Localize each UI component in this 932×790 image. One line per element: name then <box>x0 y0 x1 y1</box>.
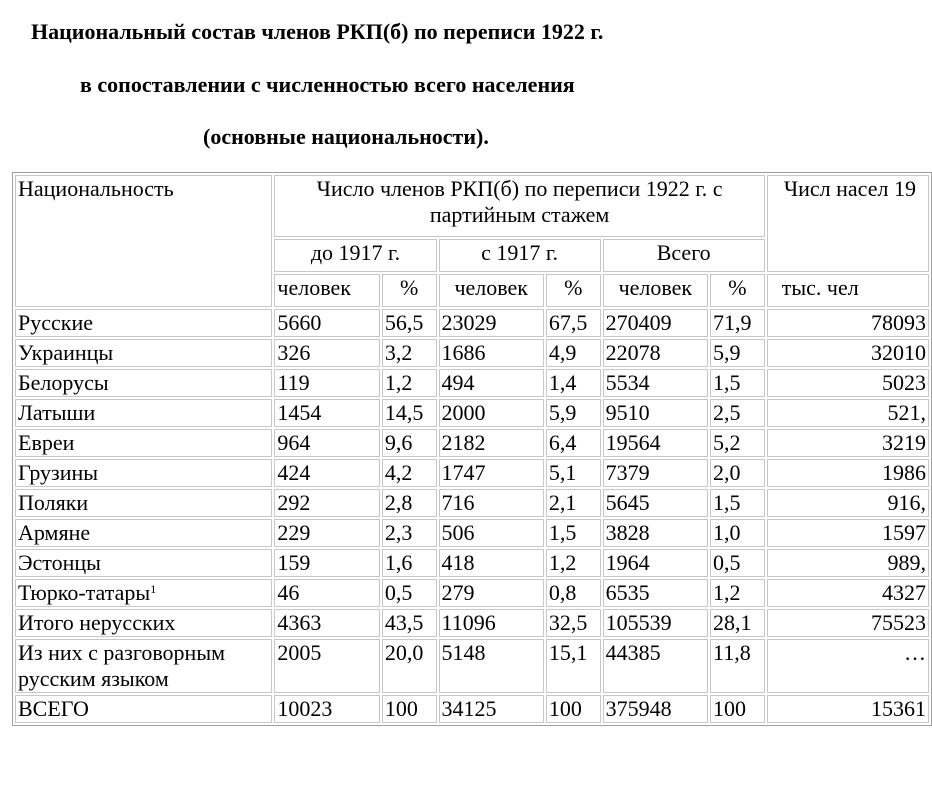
nationality-cell <box>15 549 272 577</box>
percent-cell: 4,9 <box>546 339 601 367</box>
count-cell: 1747 <box>439 459 544 487</box>
table-row <box>15 549 929 577</box>
nationality-name: Итого нерусских <box>18 610 176 635</box>
count-cell: 2005 <box>274 639 379 693</box>
table-row <box>15 459 929 487</box>
count-cell: 326 <box>274 339 379 367</box>
nationality-cell <box>15 639 272 693</box>
percent-cell: 2,8 <box>382 489 437 517</box>
count-cell: 4363 <box>274 609 379 637</box>
nationality-cell <box>15 339 272 367</box>
header-population-group: Числ насел 19 <box>767 175 929 272</box>
count-cell: 46 <box>274 579 379 607</box>
header-percent: % <box>710 274 765 307</box>
population-cell: 5023 <box>767 369 929 397</box>
count-cell: 424 <box>274 459 379 487</box>
count-cell: 119 <box>274 369 379 397</box>
count-cell: 34125 <box>439 695 544 723</box>
population-cell: 15361 <box>767 695 929 723</box>
percent-cell: 2,3 <box>382 519 437 547</box>
header-people: человек <box>603 274 708 307</box>
population-cell: 78093 <box>767 309 929 337</box>
population-cell: 1986 <box>767 459 929 487</box>
percent-cell: 20,0 <box>382 639 437 693</box>
nationality-cell <box>15 695 272 723</box>
count-cell: 494 <box>439 369 544 397</box>
table-row <box>15 369 929 397</box>
percent-cell: 4,2 <box>382 459 437 487</box>
nationality-cell <box>15 519 272 547</box>
percent-cell: 1,2 <box>710 579 765 607</box>
table-row <box>15 519 929 547</box>
count-cell: 375948 <box>603 695 708 723</box>
count-cell: 1454 <box>274 399 379 427</box>
percent-cell: 1,5 <box>710 369 765 397</box>
page-subtitle-note: (основные национальности). <box>203 124 489 149</box>
percent-cell: 2,5 <box>710 399 765 427</box>
table-row <box>15 309 929 337</box>
population-cell: 989, <box>767 549 929 577</box>
count-cell: 22078 <box>603 339 708 367</box>
count-cell: 506 <box>439 519 544 547</box>
header-total: Всего <box>603 239 765 272</box>
percent-cell: 56,5 <box>382 309 437 337</box>
header-percent: % <box>382 274 437 307</box>
percent-cell: 1,6 <box>382 549 437 577</box>
count-cell: 9510 <box>603 399 708 427</box>
nationality-name: Армяне <box>18 520 91 545</box>
percent-cell: 71,9 <box>710 309 765 337</box>
nationality-table <box>12 172 932 726</box>
population-cell: … <box>767 639 929 693</box>
nationality-name: Украинцы <box>18 340 114 365</box>
count-cell: 2000 <box>439 399 544 427</box>
nationality-name: Поляки <box>18 490 89 515</box>
nationality-name: ВСЕГО <box>18 696 89 721</box>
count-cell: 159 <box>274 549 379 577</box>
percent-cell: 1,5 <box>546 519 601 547</box>
nationality-name: Эстонцы <box>18 550 101 575</box>
percent-cell: 5,9 <box>710 339 765 367</box>
nationality-name: Из них с разговорным русским языком <box>18 640 226 691</box>
population-cell: 916, <box>767 489 929 517</box>
nationality-cell <box>15 489 272 517</box>
table-row <box>15 695 929 723</box>
percent-cell: 28,1 <box>710 609 765 637</box>
table-row <box>15 489 929 517</box>
count-cell: 44385 <box>603 639 708 693</box>
population-cell: 521, <box>767 399 929 427</box>
count-cell: 418 <box>439 549 544 577</box>
table-viewport <box>12 172 926 790</box>
percent-cell: 2,0 <box>710 459 765 487</box>
percent-cell: 3,2 <box>382 339 437 367</box>
header-thousand-people: тыс. чел <box>767 274 929 307</box>
page-title: Национальный состав членов РКП(б) по переписи 1922 г. <box>31 19 604 44</box>
count-cell: 11096 <box>439 609 544 637</box>
header-since-1917: с 1917 г. <box>439 239 601 272</box>
count-cell: 1686 <box>439 339 544 367</box>
percent-cell: 5,9 <box>546 399 601 427</box>
nationality-cell <box>15 309 272 337</box>
percent-cell: 43,5 <box>382 609 437 637</box>
percent-cell: 0,5 <box>710 549 765 577</box>
count-cell: 5534 <box>603 369 708 397</box>
count-cell: 3828 <box>603 519 708 547</box>
count-cell: 716 <box>439 489 544 517</box>
count-cell: 5148 <box>439 639 544 693</box>
nationality-cell <box>15 429 272 457</box>
table-row <box>15 609 929 637</box>
header-people: человек <box>439 274 544 307</box>
population-cell: 1597 <box>767 519 929 547</box>
percent-cell: 0,5 <box>382 579 437 607</box>
count-cell: 292 <box>274 489 379 517</box>
count-cell: 279 <box>439 579 544 607</box>
count-cell: 229 <box>274 519 379 547</box>
percent-cell: 9,6 <box>382 429 437 457</box>
nationality-cell <box>15 459 272 487</box>
count-cell: 270409 <box>603 309 708 337</box>
percent-cell: 100 <box>710 695 765 723</box>
table-row <box>15 339 929 367</box>
population-cell: 4327 <box>767 579 929 607</box>
nationality-name: Грузины <box>18 460 99 485</box>
count-cell: 964 <box>274 429 379 457</box>
header-percent: % <box>546 274 601 307</box>
percent-cell: 15,1 <box>546 639 601 693</box>
footnote-marker: 1 <box>150 582 157 596</box>
percent-cell: 1,2 <box>546 549 601 577</box>
count-cell: 10023 <box>274 695 379 723</box>
percent-cell: 1,4 <box>546 369 601 397</box>
count-cell: 105539 <box>603 609 708 637</box>
count-cell: 23029 <box>439 309 544 337</box>
percent-cell: 1,2 <box>382 369 437 397</box>
percent-cell: 100 <box>382 695 437 723</box>
percent-cell: 5,1 <box>546 459 601 487</box>
header-before-1917: до 1917 г. <box>274 239 436 272</box>
population-cell: 75523 <box>767 609 929 637</box>
percent-cell: 14,5 <box>382 399 437 427</box>
nationality-cell <box>15 369 272 397</box>
nationality-cell <box>15 609 272 637</box>
header-row-1 <box>15 175 929 237</box>
percent-cell: 2,1 <box>546 489 601 517</box>
header-nationality: Национальность <box>15 175 272 307</box>
count-cell: 5660 <box>274 309 379 337</box>
table-row <box>15 399 929 427</box>
population-cell: 3219 <box>767 429 929 457</box>
nationality-name: Латыши <box>18 400 96 425</box>
nationality-cell <box>15 399 272 427</box>
count-cell: 7379 <box>603 459 708 487</box>
count-cell: 2182 <box>439 429 544 457</box>
nationality-name: Белорусы <box>18 370 109 395</box>
table-row <box>15 579 929 607</box>
percent-cell: 1,5 <box>710 489 765 517</box>
table-row <box>15 639 929 693</box>
percent-cell: 5,2 <box>710 429 765 457</box>
count-cell: 1964 <box>603 549 708 577</box>
count-cell: 6535 <box>603 579 708 607</box>
percent-cell: 6,4 <box>546 429 601 457</box>
table-row <box>15 429 929 457</box>
count-cell: 5645 <box>603 489 708 517</box>
nationality-name: Тюрко-татары <box>18 580 151 605</box>
percent-cell: 67,5 <box>546 309 601 337</box>
percent-cell: 32,5 <box>546 609 601 637</box>
page-subtitle: в сопоставлении с численностью всего населения <box>80 72 575 97</box>
population-cell: 32010 <box>767 339 929 367</box>
header-members-group: Число членов РКП(б) по переписи 1922 г. с партийным стажем <box>274 175 764 237</box>
percent-cell: 100 <box>546 695 601 723</box>
nationality-name: Русские <box>18 310 93 335</box>
count-cell: 19564 <box>603 429 708 457</box>
percent-cell: 0,8 <box>546 579 601 607</box>
nationality-cell <box>15 579 272 607</box>
percent-cell: 11,8 <box>710 639 765 693</box>
nationality-name: Евреи <box>18 430 75 455</box>
percent-cell: 1,0 <box>710 519 765 547</box>
header-people: человек <box>274 274 379 307</box>
